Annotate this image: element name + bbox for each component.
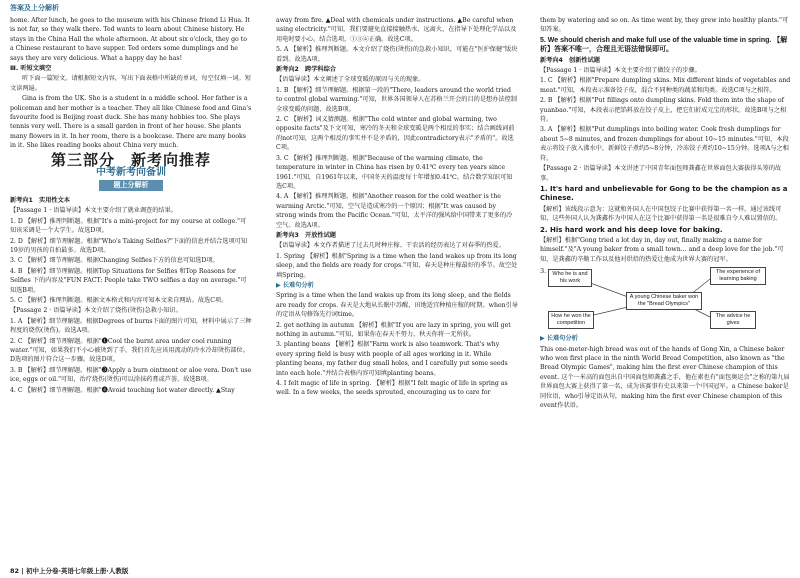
answer-item: 5. A 【解析】推理判断题。本文介绍了烧伤(烫伤)的急救小知识，可能在"医护保健"版块看到。故选A项。	[276, 46, 518, 63]
answer-item: 4. C 【解析】细节理解题。根据"❹Avoid touching hot water directly. ▲Stay	[10, 386, 235, 394]
answer-item: 4. A 【解析】推理判断题。根据"Another reason for the cold weather is the warming Arctic."可知，空气是造成寒冷的一个原因；根据"It was caused by strong winds from the Pacific Ocean."可知，太平洋的强风给中国带来了更多的冷空气。故选A项。	[276, 193, 513, 229]
topic-heading: 新考向1 实用性文本	[10, 196, 70, 204]
passage-text: Gina is from the UK. She is a student in a middle school. Her father is a policeman and her mother is a teacher. They all like Chinese food and Gina's favourite food is Beijing roast duck. She has many hobbies too. She plays tennis very well. There is a small garden in front of her house. She plants many flowers in it. In her room, there is a bookcase. There are many books in it. She likes reading books about China very much.	[10, 95, 252, 150]
answer-sentence: 2. His hard work and his deep love for baking.	[540, 225, 723, 234]
answer-item: 3. A 【解析】根据"Put dumplings into boiling water. Cook fresh dumplings for about 5~8 minutes, and frozen dumplings for about 10~15 minutes."可知，本段表示将饺子放入沸水中，新鲜饺子煮约5~8分钟，冷冻饺子煮约10~15分钟。选项A与之相符。	[540, 126, 789, 162]
passage-guide: 【Passage 2 · 语篇导读】本文讲述了中国青年面包师龚鑫在世界面包大赛拔得头筹的故事。	[540, 165, 782, 182]
analysis-heading: ▶ 长难句分析	[276, 281, 314, 289]
answer-item: them by watering and so on. As time went by, they grew into healthy plants."可知答案。	[540, 17, 789, 34]
answer-item: 1. C 【解析】根据"Prepare dumpling skins. Mix different kinds of vegetables and meat."可知，本段表示准备饺子皮，混合不同种类的蔬菜和肉类。故选C项与之相符。	[540, 77, 791, 94]
analysis-heading: ▶ 长难句分析	[540, 335, 578, 343]
column-left	[10, 16, 252, 396]
column-middle	[276, 16, 518, 399]
answer-sentence: 1. It's hard and unbelievable for Gong to be the champion as a Chinese.	[540, 184, 788, 203]
answer-item: 1. A 【解析】细节理解题。根据Degrees of burns下面的图片可知，材料中展示了三种程度的烧伤(烫伤)。故选A项。	[10, 317, 252, 335]
question-number: 3.	[540, 267, 547, 276]
answer-item: 3. planting beans 【解析】根据"Farm work is also teamwork. That's why every spring field is busy with people of all ages working in it. While planting beans, my father dug small holes, and I carefully put some seeds into each hole."并结合表格内容可知填planting beans。	[276, 341, 508, 377]
answer-item: 4. B 【解析】细节理解题。根据Top Situations for Selfies 和Top Reasons for Selfies 下的内容及"FUN FACT: People take TWO selfies a day on average."可知选B项。	[10, 267, 247, 294]
diagram-box-advice: The advice he gives	[710, 311, 756, 329]
answer-item: 5. We should cherish and make full use of the valuable time in spring. 【解析】答案不唯一，合理且无语法错误即可。	[540, 36, 788, 54]
page-header: 答案及上分解析	[10, 4, 59, 12]
passage-guide: 【Passage 2 · 语篇导读】本文介绍了烧伤(烫伤)急救小知识。	[10, 307, 182, 315]
answer-item: 2. C 【解析】细节理解题。根据"❶Cool the burnt area under cool running water."可知，如果我们不小心被烫到了手，我们首先应该用流动的冷水冷却烫伤部位。D选项的图片符合这一步骤。故选D项。	[10, 337, 249, 364]
passage-text: home. After lunch, he goes to the museum with his Chinese friend Li Hua. It is not far, so they walk there. Ted wants to learn about Chinese history. He stays in the China Hall the whole afternoon. At about six o'clock, they go to a Chinese restaurant to have supper. Ted orders some dumplings and he says they are very delicious. What a happy day he has!	[10, 17, 250, 62]
answer-item: away from fire. ▲Deal with chemicals under instructions. ▲Be careful when using electricity."可知，我们要避免直接接触热水、远离火、在指导下处理化学品以及用电时要小心。结合选项，①③④正确。故选C项。	[276, 17, 517, 43]
diagram-box-center: A young Chinese baker won the "Bread Olympics"	[626, 292, 702, 310]
topic-heading: 新考向4 创新性试题	[540, 56, 600, 64]
part-subtitle: 中考新考向备训	[96, 167, 166, 179]
topic-heading: 新考向2 跨学科综合	[276, 66, 336, 74]
answer-item: 【解析】根据"Gong tried a lot day in, day out, finally making a name for himself."及"A young baker from a small town... and a deep love for the job."可知，是龚鑫的辛勤工作以及他对烘焙的热爱让他成为世界大赛的冠军。	[540, 236, 784, 263]
answer-item: 【解析】该线段示意为：这就和外国人在中国包饺子比赛中获得第一名一样。通过该线可知，这些外国人认为龚鑫作为中国人在这个比赛中获得第一名是很难自令人难以置信的。	[540, 205, 782, 223]
answer-item: 5. C 【解析】推理判断题。根据文本格式和内容可知本文来自网站。故选C项。	[10, 296, 228, 304]
answer-item: 2. get nothing in autumn 【解析】根据"If you are lazy in spring, you will get nothing in autumn."可知，如果你在春天不努力，秋天你将一无所获。	[276, 321, 511, 338]
answer-item: 1. B 【解析】细节理解题。根据第一段的"There, leaders around the world tried to control global warming."可知，世界各国领导人在苏格兰开会的目的是想办法控制全球变暖的问题，故选B项。	[276, 86, 517, 113]
analysis-text: Spring is a time when the land wakes up from its long sleep, and the fields are ready for crops. 春天是大地从长眠中苏醒，田地适宜种植庄稼的时期。when引导的定语从句修饰先行词time。	[276, 292, 518, 319]
diagram-box-who: Who he is and his work	[548, 269, 592, 287]
passage-guide: 【Passage 1 · 语篇导读】本文主要介绍了做饺子的步骤。	[540, 67, 701, 75]
passage-guide: 【语篇导读】本文作者描述了过去几时种庄稼、干农活的经历表达了对春季的热爱。	[276, 242, 505, 250]
answer-item: 3. B 【解析】细节理解题。根据"❸Apply a burn ointment or aloe vera. Don't use ice, eggs or oil."可知，治疗烧伤(烫伤)可以涂抹药膏或芦荟。故选B项。	[10, 366, 252, 384]
answer-item: 3. C 【解析】细节理解题。根据Changing Selfies下方的信息可知选D项。	[10, 257, 219, 265]
answer-item: 3. C 【解析】推理判断题。根据"Because of the warming climate, the temperature in winter in China has risen by 0.41℃ every ten years since 1961."可知，自1961年以来，中国冬天的温度每十年增加0.41℃。结合数学知识可知选C项。	[276, 154, 513, 190]
instruction-text: 听下面一篇短文。请根据短文内容，写出下面表格中所缺的单词，每空仅填一词。短文读两遍。	[10, 75, 251, 92]
section-heading: Ⅲ. 听短文填空	[10, 65, 52, 73]
mind-map-diagram	[540, 267, 792, 331]
analysis-text: This one-meter-high bread was out of the hands of Gong Xin, a Chinese baker who won first place in the ninth World Bread Competition, also known as "the Bread Olympic Games", making him the first ever Chinese champion of this event. 这个一米高的面包出自中国面包师龚鑫之手，他在素也有"面包奥运会"之称的第九届世界面包大赛上获得了第一名，成为该赛事有史以来第一个中国冠军。a Chinese baker是同位语，who引导定语从句，making him the first ever Chinese champion of this event作状语。	[540, 345, 790, 409]
passage-guide: 【语篇导读】本文阐述了全球变暖的原因与关的现象。	[276, 76, 425, 84]
answer-item: 2. D 【解析】细节理解题。根据"Who's Taking Selfies?"下面的信息并结合选项可知19岁的男孩的自拍最多。故选D项。	[10, 237, 248, 254]
diagram-box-how: How he won the competition	[548, 311, 594, 329]
answer-item: 1. Spring 【解析】根据"Spring is a time when the land wakes up from its long sleep, and the fields are ready for crops."可知，春天是种庄稼最好的季节。故空处填Spring。	[276, 252, 518, 279]
diagram-box-experience: The experience of learning baking	[710, 267, 766, 285]
answer-item: 2. C 【解析】词义猜测题。根据"The cold winter and global warming, two opposite facts"及下文可知，寒冷的冬天和全球变暖是两个相反的事实；结合画线词前的not可知，这两个相反的事实并不是矛盾的，因此contradictory表示"矛盾的"。故选C项。	[276, 116, 515, 152]
page-footer: 82 | 初中上分卷·英语七年级上册·人教版	[10, 567, 129, 575]
column-right	[540, 16, 792, 411]
section-band: 题上分解析	[99, 180, 163, 191]
part-title: 第三部分 新考向推荐	[50, 150, 211, 169]
passage-guide: 【Passage 1 · 语篇导读】本文主要介绍了就业调查的结果。	[10, 207, 177, 215]
answer-item: 2. B 【解析】根据"Put fillings onto dumpling skins. Fold them into the shape of yuanbao."可知，本段表示把馅料放在饺子皮上，把它们折成元宝的形状。故选B项与之相符。	[540, 97, 787, 124]
answer-item: 1. D 【解析】推理判断题。根据"It's a mini-project for my course at college."可知该采调是一个大学生。故选D项。	[10, 217, 247, 235]
answer-item: 4. I felt magic of life in spring. 【解析】根据"I felt magic of life in spring as well. In a few weeks, the seeds sprouted, encouraging us to care for	[276, 380, 508, 397]
topic-heading: 新考向3 开放性试题	[276, 231, 336, 239]
